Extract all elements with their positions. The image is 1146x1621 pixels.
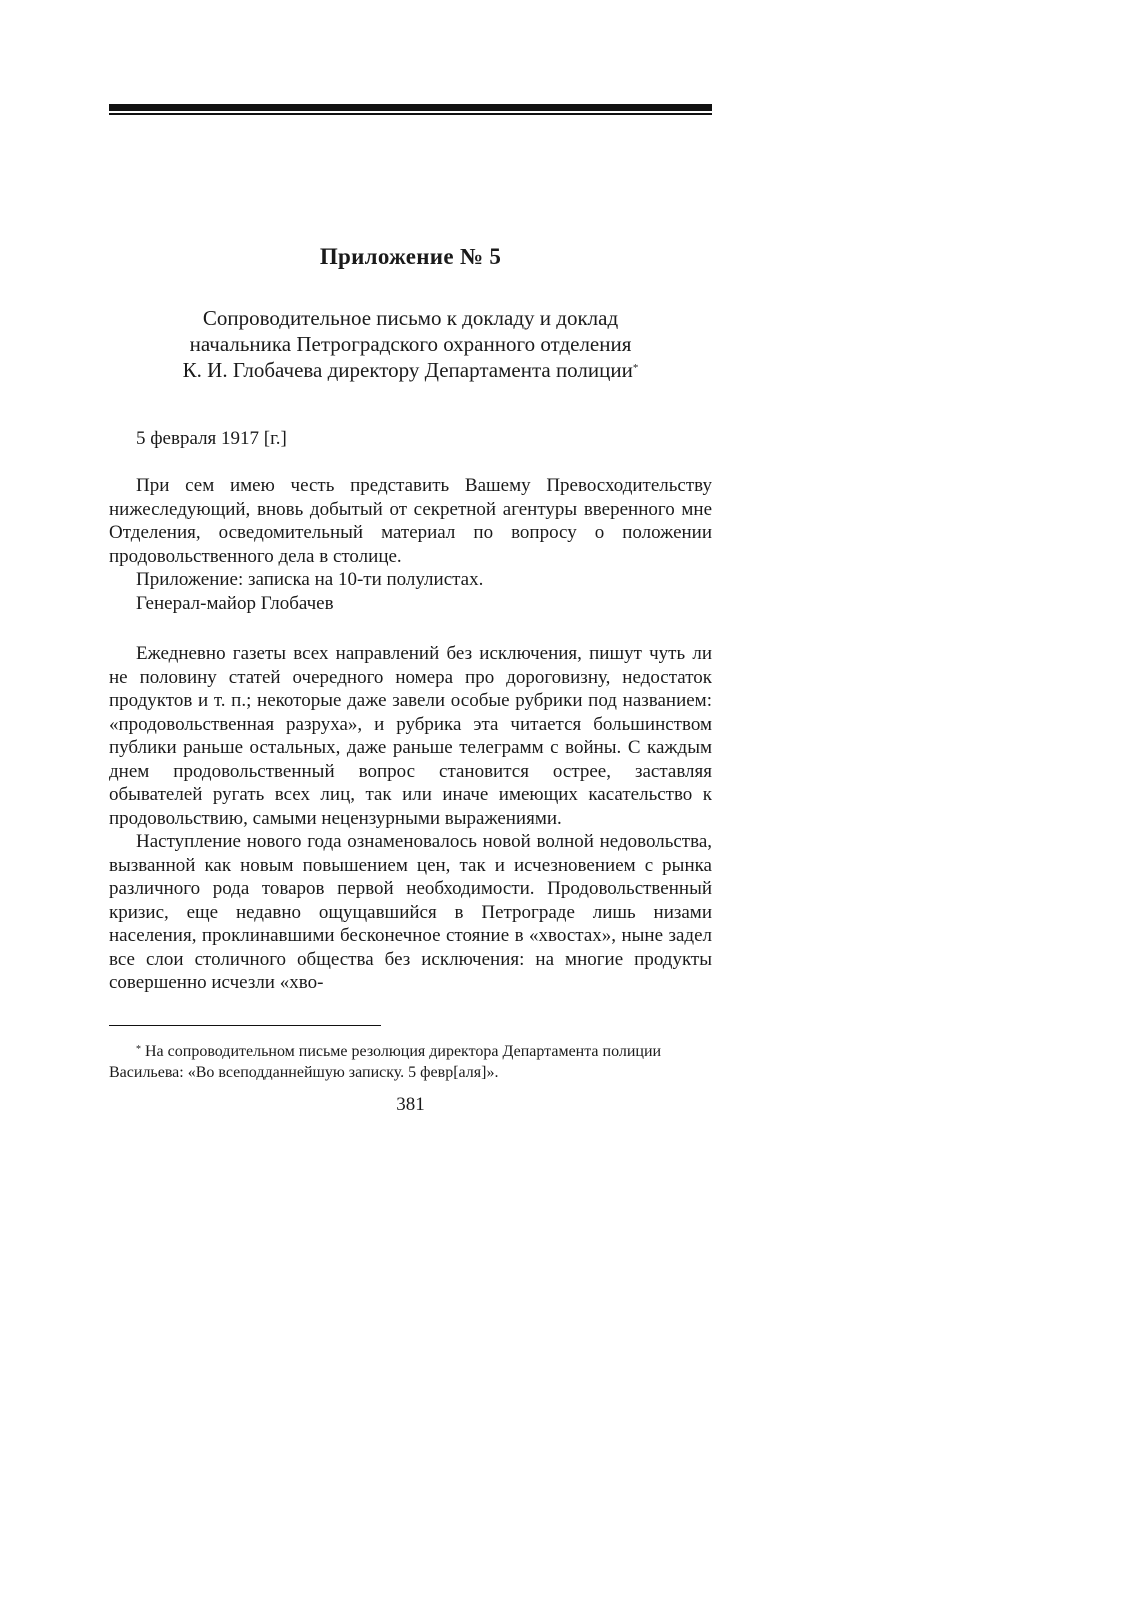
subtitle-line-3-text: К. И. Глобачева директору Департамента полиции — [182, 358, 633, 382]
letter-date: 5 февраля 1917 [г.] — [136, 428, 287, 449]
letter-signature: Генерал-майор Глобачев — [136, 592, 334, 614]
subtitle-line-2: начальника Петроградского охранного отделения — [189, 332, 632, 356]
letter-paragraph: При сем имею честь представить Вашему Превосходительству нижеследующий, вновь добытый от секретной агентуры вверенного мне Отделения, осведомительный материал по вопросу о положении продовольственного дела в столице. — [109, 475, 712, 567]
report-paragraph-1: Ежедневно газеты всех направлений без исключения, пишут чуть ли не половину статей очередного номера про дороговизну, недостаток продуктов и т. п.; некоторые даже завели особые рубрики под названием: «продовольственная разруха», и рубрика эта читается большинством публики раньше остальных, даже раньше телеграмм с войны. С каждым днем продовольственный вопрос становится острее, заставляя обывателей ругать всех лиц, так или иначе имеющих касательство к продовольствию, самыми нецензурными выражениями. — [109, 643, 712, 829]
footnote-rule — [109, 1025, 381, 1026]
appendix-title: Приложение № 5 — [319, 244, 502, 269]
document-subtitle — [109, 305, 712, 383]
footnote-marker: * — [136, 1044, 141, 1055]
footnote-text-2: Васильева: «Во всеподданнейшую записку. 5 февр[аля]». — [109, 1064, 499, 1081]
page-number: 381 — [396, 1094, 425, 1115]
footnote — [109, 1041, 712, 1083]
header-rule-thick — [109, 104, 712, 111]
letter-attachment-note: Приложение: записка на 10-ти полулистах. — [136, 569, 484, 590]
subtitle-footnote-marker: * — [632, 362, 639, 374]
header-rule-thin — [109, 113, 712, 115]
subtitle-line-1: Сопроводительное письмо к докладу и доклад — [202, 306, 619, 330]
subtitle-line-3 — [109, 357, 712, 383]
cover-letter — [109, 474, 712, 615]
report-body — [109, 642, 712, 995]
footnote-text-1: На сопроводительном письме резолюция директора Департамента полиции — [145, 1043, 662, 1060]
footnote-line-1 — [109, 1041, 712, 1062]
report-paragraph-2: Наступление нового года ознаменовалось новой волной недовольства, вызванной как новым повышением цен, так и исчезновением с рынка различного рода товаров первой необходимости. Продовольственный кризис, еще недавно ощущавшийся в Петрограде лишь низами населения, проклинавшими бесконечное стояние в «хвостах», ныне задел все слои столичного общества без исключения: на многие продукты совершенно исчезли «хво- — [109, 831, 712, 993]
